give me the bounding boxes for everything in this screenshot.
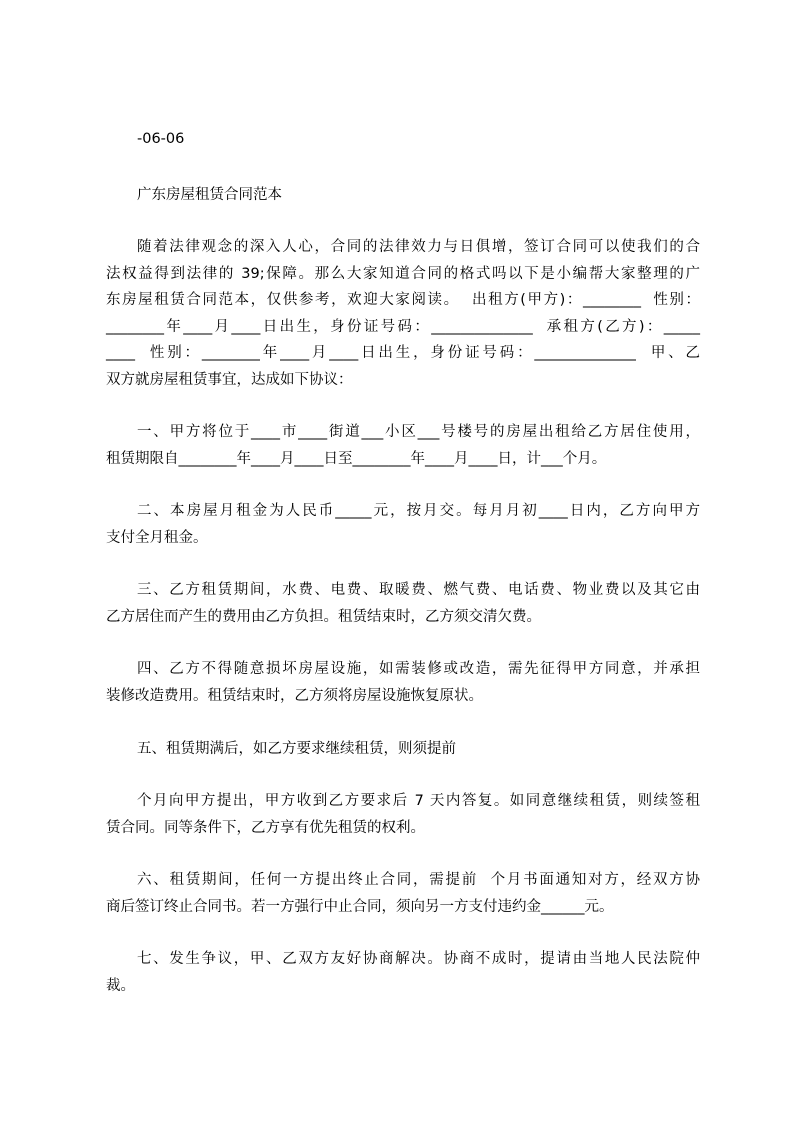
clause-2-line-1: 二、本房屋月租金为人民币_____元，按月交。每月月初____日内，乙方向甲方 <box>137 503 700 519</box>
intro-line-3: 东房屋租赁合同范本，仅供参考，欢迎大家阅读。 出租方(甲方)：________ 性别： <box>106 292 700 308</box>
clause-4-line-2: 装修改造费用。租赁结束时，乙方须将房屋设施恢复原状。 <box>106 688 483 704</box>
document-date: -06-06 <box>137 131 185 147</box>
clause-3-line-2: 乙方居住而产生的费用由乙方负担。租赁结束时，乙方须交清欠费。 <box>106 609 541 625</box>
intro-line-1: 随着法律观念的深入人心，合同的法律效力与日俱增，签订合同可以使我们的合 <box>137 239 700 255</box>
intro-line-6: 双方就房屋租赁事宜，达成如下协议： <box>106 372 353 388</box>
document-title: 广东房屋租赁合同范本 <box>137 187 282 203</box>
clause-3-line-1: 三、乙方租赁期间，水费、电费、取暖费、燃气费、电话费、物业费以及其它由 <box>137 582 700 598</box>
clause-7-line-2: 裁。 <box>106 978 135 994</box>
clause-6-line-2: 商后签订终止合同书。若一方强行中止合同，须向另一方支付违约金______元。 <box>106 899 614 915</box>
intro-line-2: 法权益得到法律的 39;保障。那么大家知道合同的格式吗以下是小编帮大家整理的广 <box>106 266 700 282</box>
intro-line-4: ________年____月____日出生，身份证号码：______________ 承租方(乙方)：_____ <box>106 319 700 335</box>
clause-4-line-1: 四、乙方不得随意损坏房屋设施，如需装修或改造，需先征得甲方同意，并承担 <box>137 661 700 677</box>
intro-line-5: ____ 性别：________年____月____日出生，身份证号码：______________ 甲、乙 <box>106 345 700 361</box>
clause-2-line-2: 支付全月租金。 <box>106 530 208 546</box>
clause-1-line-2: 租赁期限自________年____月____日至________年____月____日，计___个月。 <box>106 451 607 467</box>
clause-1-line-1: 一、甲方将位于____市____街道___小区___号楼号的房屋出租给乙方居住使用， <box>137 424 700 440</box>
clause-5-line-1: 五、租赁期满后，如乙方要求继续租赁，则须提前 <box>137 741 456 757</box>
clause-7-line-1: 七、发生争议，甲、乙双方友好协商解决。协商不成时，提请由当地人民法院仲 <box>137 951 700 967</box>
clause-5b-line-2: 赁合同。同等条件下，乙方享有优先租赁的权利。 <box>106 820 425 836</box>
clause-5b-line-1: 个月向甲方提出，甲方收到乙方要求后 7 天内答复。如同意继续租赁，则续签租 <box>137 793 700 809</box>
clause-6-line-1: 六、租赁期间，任何一方提出终止合同，需提前 个月书面通知对方，经双方协 <box>137 872 700 888</box>
